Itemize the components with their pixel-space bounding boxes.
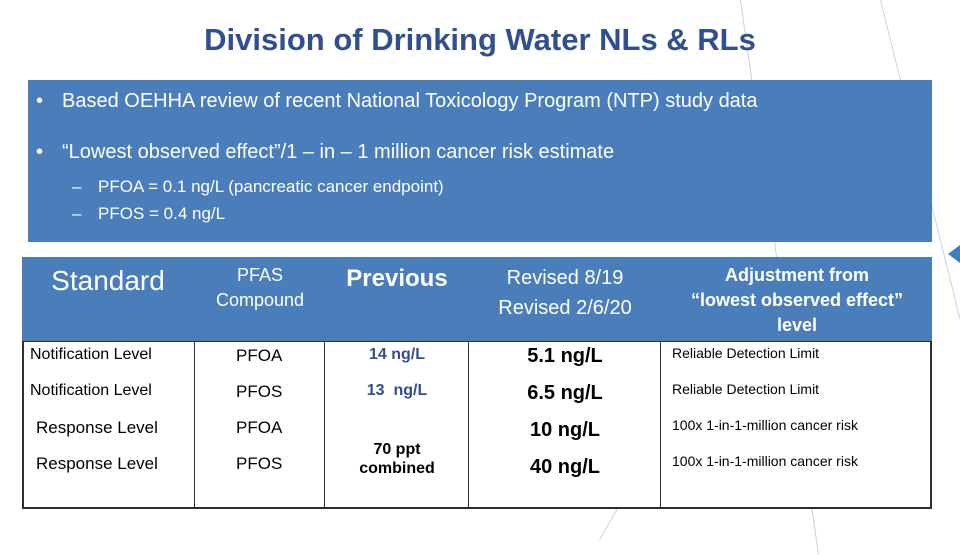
header-adjustment-line3: level (776, 315, 818, 335)
cell-adjustment: Reliable Detection Limit (672, 381, 820, 397)
sub-bullet-glyph: – (72, 204, 82, 223)
page-title: Division of Drinking Water NLs & RLs (204, 22, 756, 57)
cell-standard: Response Level (36, 454, 158, 473)
bullet-item (36, 141, 614, 164)
header-adjustment-line1: Adjustment from (725, 265, 869, 285)
header-compound (196, 263, 324, 313)
header-adjustment (662, 263, 932, 338)
cell-previous: 14 ng/L (368, 346, 425, 363)
header-revised-line1: Revised 8/19 (506, 267, 624, 289)
cell-revised: 40 ng/L (529, 456, 600, 478)
navigation-arrow-icon (948, 245, 960, 263)
cell-adjustment: 100x 1-in-1-million cancer risk (672, 453, 858, 469)
header-compound-line1: PFAS (236, 265, 284, 285)
cell-standard: Notification Level (30, 346, 152, 363)
header-adjustment-line2: “lowest observed effect” (690, 290, 904, 310)
bullet-text: “Lowest observed effect”/1 – in – 1 million cancer risk estimate (62, 141, 615, 163)
row-divider (22, 341, 932, 342)
combined-line2: combined (359, 460, 435, 477)
cell-standard: Notification Level (30, 382, 152, 399)
sub-bullet-text: PFOA = 0.1 ng/L (pancreatic cancer endpoint) (98, 177, 444, 196)
cell-revised: 6.5 ng/L (527, 382, 603, 404)
cell-adjustment: Reliable Detection Limit (672, 345, 820, 361)
header-standard: Standard (51, 265, 165, 296)
cell-previous-combined (326, 440, 468, 478)
bullet-text: Based OEHHA review of recent National Toxicology Program (NTP) study data (62, 90, 758, 112)
summary-box (28, 80, 932, 242)
cell-compound: PFOS (236, 382, 283, 401)
sub-bullet-text: PFOS = 0.4 ng/L (98, 204, 226, 223)
header-previous: Previous (346, 265, 448, 292)
header-revised-line2: Revised 2/6/20 (498, 297, 632, 319)
sub-bullet-item (72, 204, 225, 224)
cell-revised: 10 ng/L (529, 419, 600, 441)
column-divider (194, 341, 195, 509)
decorative-line (599, 505, 620, 540)
bullet-glyph: • (36, 90, 44, 112)
sub-bullet-item (72, 177, 444, 197)
header-revised (470, 263, 660, 323)
combined-line1: 70 ppt (373, 441, 421, 458)
cell-compound: PFOA (236, 418, 283, 437)
column-divider (324, 341, 325, 509)
cell-previous: 13 ng/L (366, 382, 428, 399)
cell-adjustment: 100x 1-in-1-million cancer risk (672, 417, 858, 433)
cell-revised: 5.1 ng/L (527, 345, 603, 367)
bullet-item (36, 90, 758, 113)
cell-standard: Response Level (36, 418, 158, 437)
column-divider (468, 341, 469, 509)
sub-bullet-glyph: – (72, 177, 82, 196)
header-compound-line2: Compound (215, 290, 305, 310)
bullet-glyph: • (36, 141, 44, 163)
cell-compound: PFOS (236, 454, 283, 473)
column-divider (660, 341, 661, 509)
cell-compound: PFOA (236, 346, 283, 365)
